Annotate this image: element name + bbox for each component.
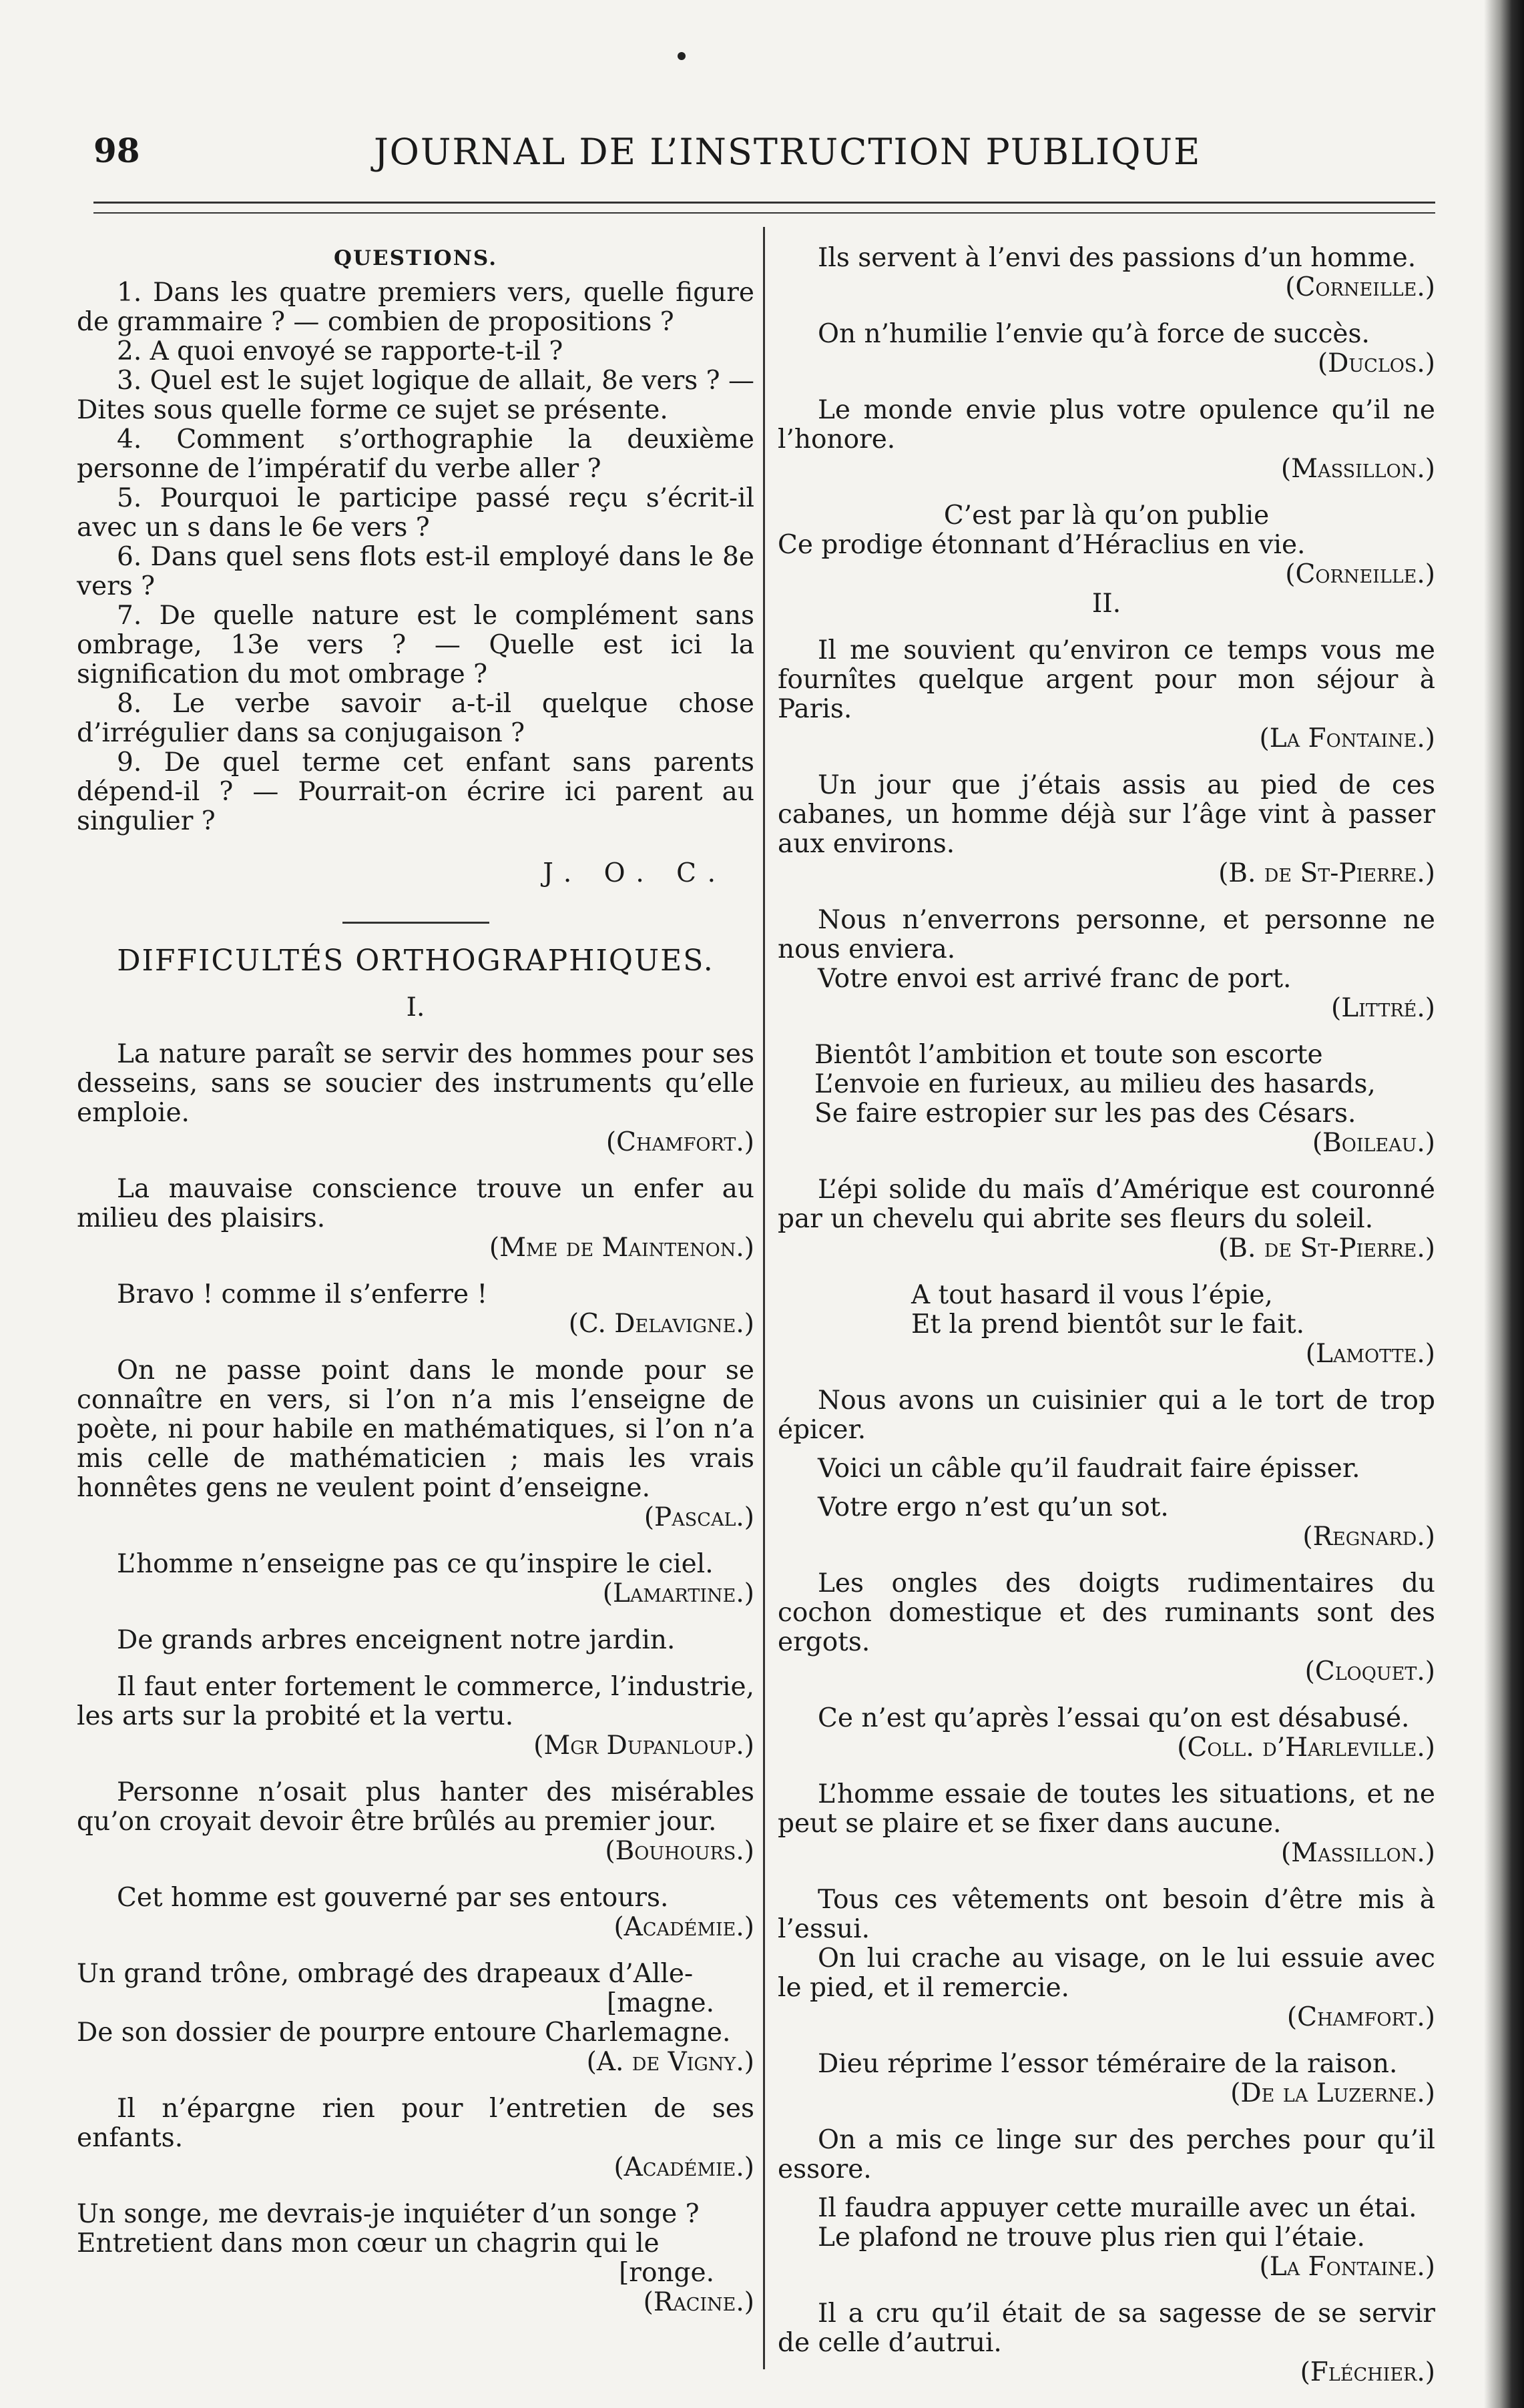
questions-heading: QUESTIONS. [333,246,498,270]
source-attribution: (La Fontaine.) [1259,723,1435,754]
source-attribution: (Fléchier.) [1300,2357,1435,2387]
section-number: I. [406,992,425,1022]
source-attribution: (Lamotte.) [1305,1339,1435,1369]
header-rule-thin [93,212,1435,214]
example-sentence: L’épi solide du maïs d’Amérique est couronné par un chevelu qui abrite ses fleurs du soleil. [778,1175,1435,1234]
example-sentence: L’homme essaie de toutes les situations, et ne peut se plaire et se fixer dans aucune. [778,1779,1435,1839]
verse-line: Entretient dans mon cœur un chagrin qui le [77,2228,660,2259]
source-attribution: (Massillon.) [1280,454,1435,484]
source-attribution: (B. de St-Pierre.) [1218,1233,1435,1263]
verse-line: Et la prend bientôt sur le fait. [911,1309,1305,1339]
author-signature: J. O. C. [543,858,728,888]
source-attribution: (La Fontaine.) [1259,2252,1435,2282]
source-attribution: (Lamartine.) [602,1578,754,1608]
source-attribution: (De la Luzerne.) [1230,2078,1435,2108]
example-sentence: On lui crache au visage, on le lui essuie avec le pied, et il remercie. [778,1943,1435,2003]
ink-dot [678,52,686,60]
example-sentence: On ne passe point dans le monde pour se connaître en vers, si l’on n’a mis l’enseigne de poète, ni pour habile en mathématiques, si l’on n’a mis celle de mathématicien ; mais les vrais honnêtes gens ne veulent point d’enseigne. [77,1356,754,1503]
example-sentence: Dieu réprime l’essor téméraire de la raison. [818,2049,1398,2079]
source-attribution: (A. de Vigny.) [586,2047,754,2077]
source-attribution: (Regnard.) [1302,1522,1435,1552]
source-attribution: (Cloquet.) [1304,1657,1435,1687]
example-sentence: On a mis ce linge sur des perches pour qu’il essore. [778,2125,1435,2184]
example-sentence: Il n’épargne rien pour l’entretien de ses enfants. [77,2094,754,2153]
source-attribution: (Coll. d’Harleville.) [1177,1733,1435,1763]
question: 2. A quoi envoyé se rapporte-t-il ? [117,336,563,366]
question: 6. Dans quel sens flots est-il employé dans le 8e vers ? [77,542,754,601]
source-attribution: (B. de St-Pierre.) [1218,858,1435,888]
question: 3. Quel est le sujet logique de allait, 8e vers ? — Dites sous quelle forme ce sujet se présente. [77,366,754,425]
section-title: DIFFICULTÉS ORTHOGRAPHIQUES. [117,944,714,978]
question: 9. De quel terme cet enfant sans parents dépend-il ? — Pourrait-on écrire ici parent au singulier ? [77,747,754,836]
example-sentence: Il faut enter fortement le commerce, l’industrie, les arts sur la probité et la vertu. [77,1672,754,1731]
example-sentence: Votre ergo n’est qu’un sot. [818,1492,1169,1522]
example-sentence: La mauvaise conscience trouve un enfer au milieu des plaisirs. [77,1174,754,1233]
column-divider [763,227,765,2369]
source-attribution: (Massillon.) [1280,1838,1435,1868]
example-sentence: Votre envoi est arrivé franc de port. [818,964,1292,994]
source-attribution: (Corneille.) [1285,272,1435,302]
question: 1. Dans les quatre premiers vers, quelle figure de grammaire ? — combien de propositions ? [77,278,754,337]
source-attribution: (Chamfort.) [605,1127,754,1157]
source-attribution: (C. Delavigne.) [568,1309,754,1339]
question: 5. Pourquoi le participe passé reçu s’écrit-il avec un s dans le 6e vers ? [77,483,754,543]
question: 4. Comment s’orthographie la deuxième personne de l’impératif du verbe aller ? [77,424,754,484]
source-attribution: (Mgr Dupanloup.) [533,1731,754,1761]
section-separator [342,922,489,924]
example-sentence: Il me souvient qu’environ ce temps vous me fournîtes quelque argent pour mon séjour à Paris. [778,635,1435,724]
example-sentence: L’homme n’enseigne pas ce qu’inspire le ciel. [117,1549,714,1579]
example-sentence: Cet homme est gouverné par ses entours. [117,1883,669,1913]
example-sentence: Bravo ! comme il s’enferre ! [117,1279,488,1309]
question: 7. De quelle nature est le complément sans ombrage, 13e vers ? — Quelle est ici la signification du mot ombrage ? [77,601,754,689]
verse-line: Un songe, me devrais-je inquiéter d’un songe ? [77,2199,700,2229]
verse-line: Se faire estropier sur les pas des Césars. [814,1099,1356,1129]
verse-line: L’envoie en furieux, au milieu des hasards, [814,1069,1376,1099]
source-attribution: (Littré.) [1331,993,1435,1023]
source-attribution: (Académie.) [613,2152,754,2182]
source-attribution: (Racine.) [643,2287,754,2317]
verse-line: C’est par là qu’on publie [943,501,1270,531]
question: 8. Le verbe savoir a-t-il quelque chose d’irrégulier dans sa conjugaison ? [77,689,754,748]
scan-edge-shadow [1484,0,1524,2408]
example-sentence: On n’humilie l’envie qu’à force de succès. [818,319,1370,349]
verse-line: Ce prodige étonnant d’Héraclius en vie. [778,530,1306,560]
verse-line: De son dossier de pourpre entoure Charlemagne. [77,2018,731,2048]
section-number: II. [1091,589,1121,619]
source-attribution: (Académie.) [613,1912,754,1942]
page-number: 98 [93,131,140,170]
example-sentence: Il faudra appuyer cette muraille avec un étai. [818,2193,1417,2223]
example-sentence: Personne n’osait plus hanter des misérables qu’on croyait devoir être brûlés au premier jour. [77,1777,754,1837]
example-sentence: Nous avons un cuisinier qui a le tort de trop épicer. [778,1386,1435,1445]
example-sentence: Voici un câble qu’il faudrait faire épisser. [818,1454,1360,1484]
verse-line: A tout hasard il vous l’épie, [911,1280,1273,1310]
example-sentence: Les ongles des doigts rudimentaires du cochon domestique et des ruminants sont des ergots. [778,1568,1435,1657]
source-attribution: (Mme de Maintenon.) [489,1233,754,1263]
left-column [77,244,754,2335]
right-column [778,244,1435,2387]
example-sentence: Tous ces vêtements ont besoin d’être mis à l’essui. [778,1885,1435,1944]
example-sentence: Le monde envie plus votre opulence qu’il ne l’honore. [778,395,1435,455]
example-sentence: Un jour que j’étais assis au pied de ces cabanes, un homme déjà sur l’âge vint à passer aux environs. [778,770,1435,859]
example-sentence: Ce n’est qu’après l’essai qu’on est désabusé. [818,1703,1410,1733]
header-rule [93,202,1435,204]
example-sentence: Ils servent à l’envi des passions d’un homme. [818,243,1417,273]
example-sentence: Le plafond ne trouve plus rien qui l’étaie. [818,2222,1365,2252]
example-sentence: Nous n’enverrons personne, et personne ne nous enviera. [778,905,1435,964]
verse-line: Bientôt l’ambition et toute son escorte [814,1040,1323,1070]
source-attribution: (Duclos.) [1317,348,1435,378]
verse-continuation: [magne. [606,1988,714,2018]
source-attribution: (Boileau.) [1312,1128,1435,1158]
source-attribution: (Bouhours.) [605,1836,754,1866]
example-sentence: La nature paraît se servir des hommes pour ses desseins, sans se soucier des instruments qu’elle emploie. [77,1039,754,1128]
example-sentence: De grands arbres enceignent notre jardin. [117,1625,676,1655]
verse-line: Un grand trône, ombragé des drapeaux d’Alle- [77,1959,694,1989]
running-header: JOURNAL DE L’INSTRUCTION PUBLIQUE [374,131,1202,173]
verse-continuation: [ronge. [619,2258,714,2288]
source-attribution: (Chamfort.) [1286,2002,1435,2032]
source-attribution: (Corneille.) [1285,559,1435,589]
source-attribution: (Pascal.) [644,1502,754,1532]
example-sentence: Il a cru qu’il était de sa sagesse de se servir de celle d’autrui. [778,2299,1435,2358]
